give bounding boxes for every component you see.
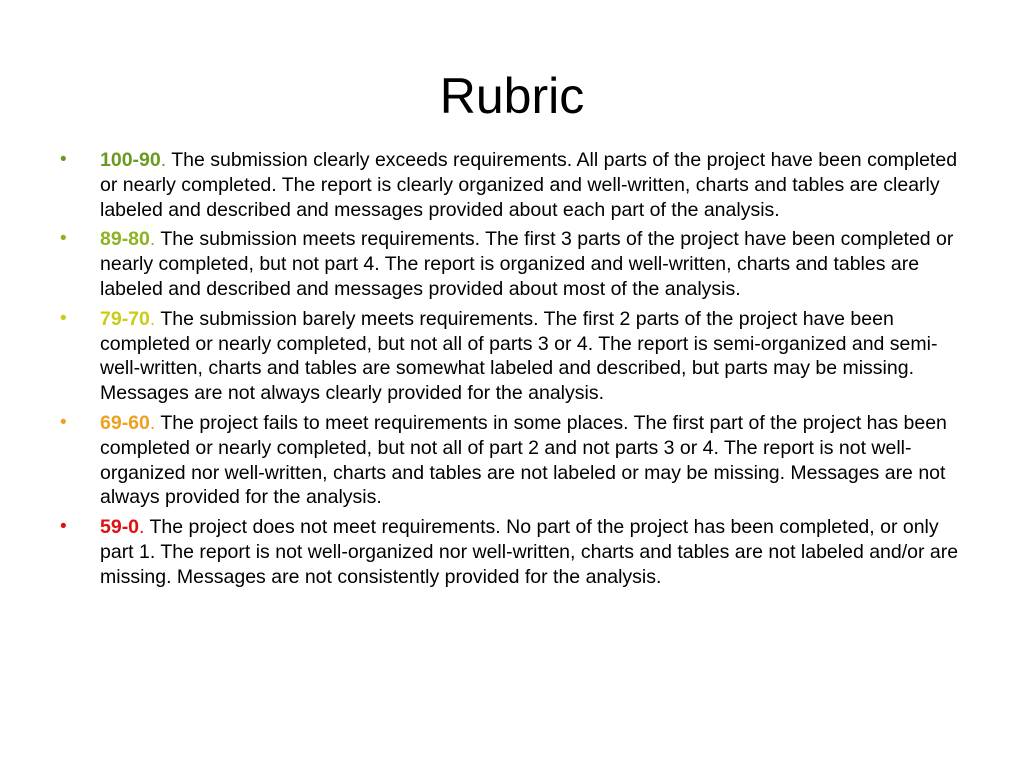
rubric-item-89-80 — [56, 227, 972, 301]
grade-range: 59-0 — [100, 516, 140, 539]
grade-range: 69-60 — [100, 411, 150, 434]
grade-period: . — [139, 516, 145, 539]
rubric-item-79-70 — [56, 307, 972, 406]
slide-title: Rubric — [439, 68, 585, 124]
grade-description: The submission meets requirements. The first 3 parts of the project have been completed or nearly completed, but not part 4. The report is organized and well-written, charts and tables are labeled and described and messages provided about most of the analysis. — [100, 228, 954, 300]
grade-description: The project does not meet requirements. No part of the project has been completed, or only part 1. The report is not well-organized nor well-written, charts and tables are not labeled and/or are missing. Messages are not consistently provided for the analysis. — [100, 516, 959, 588]
grade-range: 79-70 — [100, 307, 150, 330]
rubric-item-59-0 — [56, 515, 972, 589]
bullet-icon: • — [60, 149, 67, 170]
grade-period: . — [160, 149, 167, 171]
rubric-item-100-90 — [56, 148, 972, 222]
bullet-icon: • — [60, 228, 67, 250]
grade-period: . — [149, 228, 156, 251]
grade-range: 89-80 — [100, 228, 150, 251]
grade-range: 100-90 — [100, 149, 161, 171]
grade-description: The project fails to meet requirements in some places. The first part of the project has been completed or nearly completed, but not all of part 2 and not parts 3 or 4. The report is not well-organized nor well-written, charts and tables are not labeled or may be missing. Messages are not always provided for the analysis. — [100, 411, 947, 509]
grade-period: . — [149, 411, 156, 434]
grade-description: The submission barely meets requirements. The first 2 parts of the project have been completed or nearly completed, but not all of parts 3 or 4. The report is semi-organized and semi-well-written, charts and tables are somewhat labeled and described, but parts may be missing. Messages are not always clearly provided for the analysis. — [100, 307, 938, 405]
rubric-list — [56, 148, 972, 595]
bullet-icon: • — [60, 411, 67, 433]
rubric-item-69-60 — [56, 411, 972, 510]
grade-description: The submission clearly exceeds requirements. All parts of the project have been completed or nearly completed. The report is clearly organized and well-written, charts and tables are clearly labeled and described and messages provided about each part of the analysis. — [100, 149, 958, 221]
bullet-icon: • — [60, 516, 67, 538]
bullet-icon: • — [60, 307, 67, 329]
grade-period: . — [149, 307, 156, 330]
